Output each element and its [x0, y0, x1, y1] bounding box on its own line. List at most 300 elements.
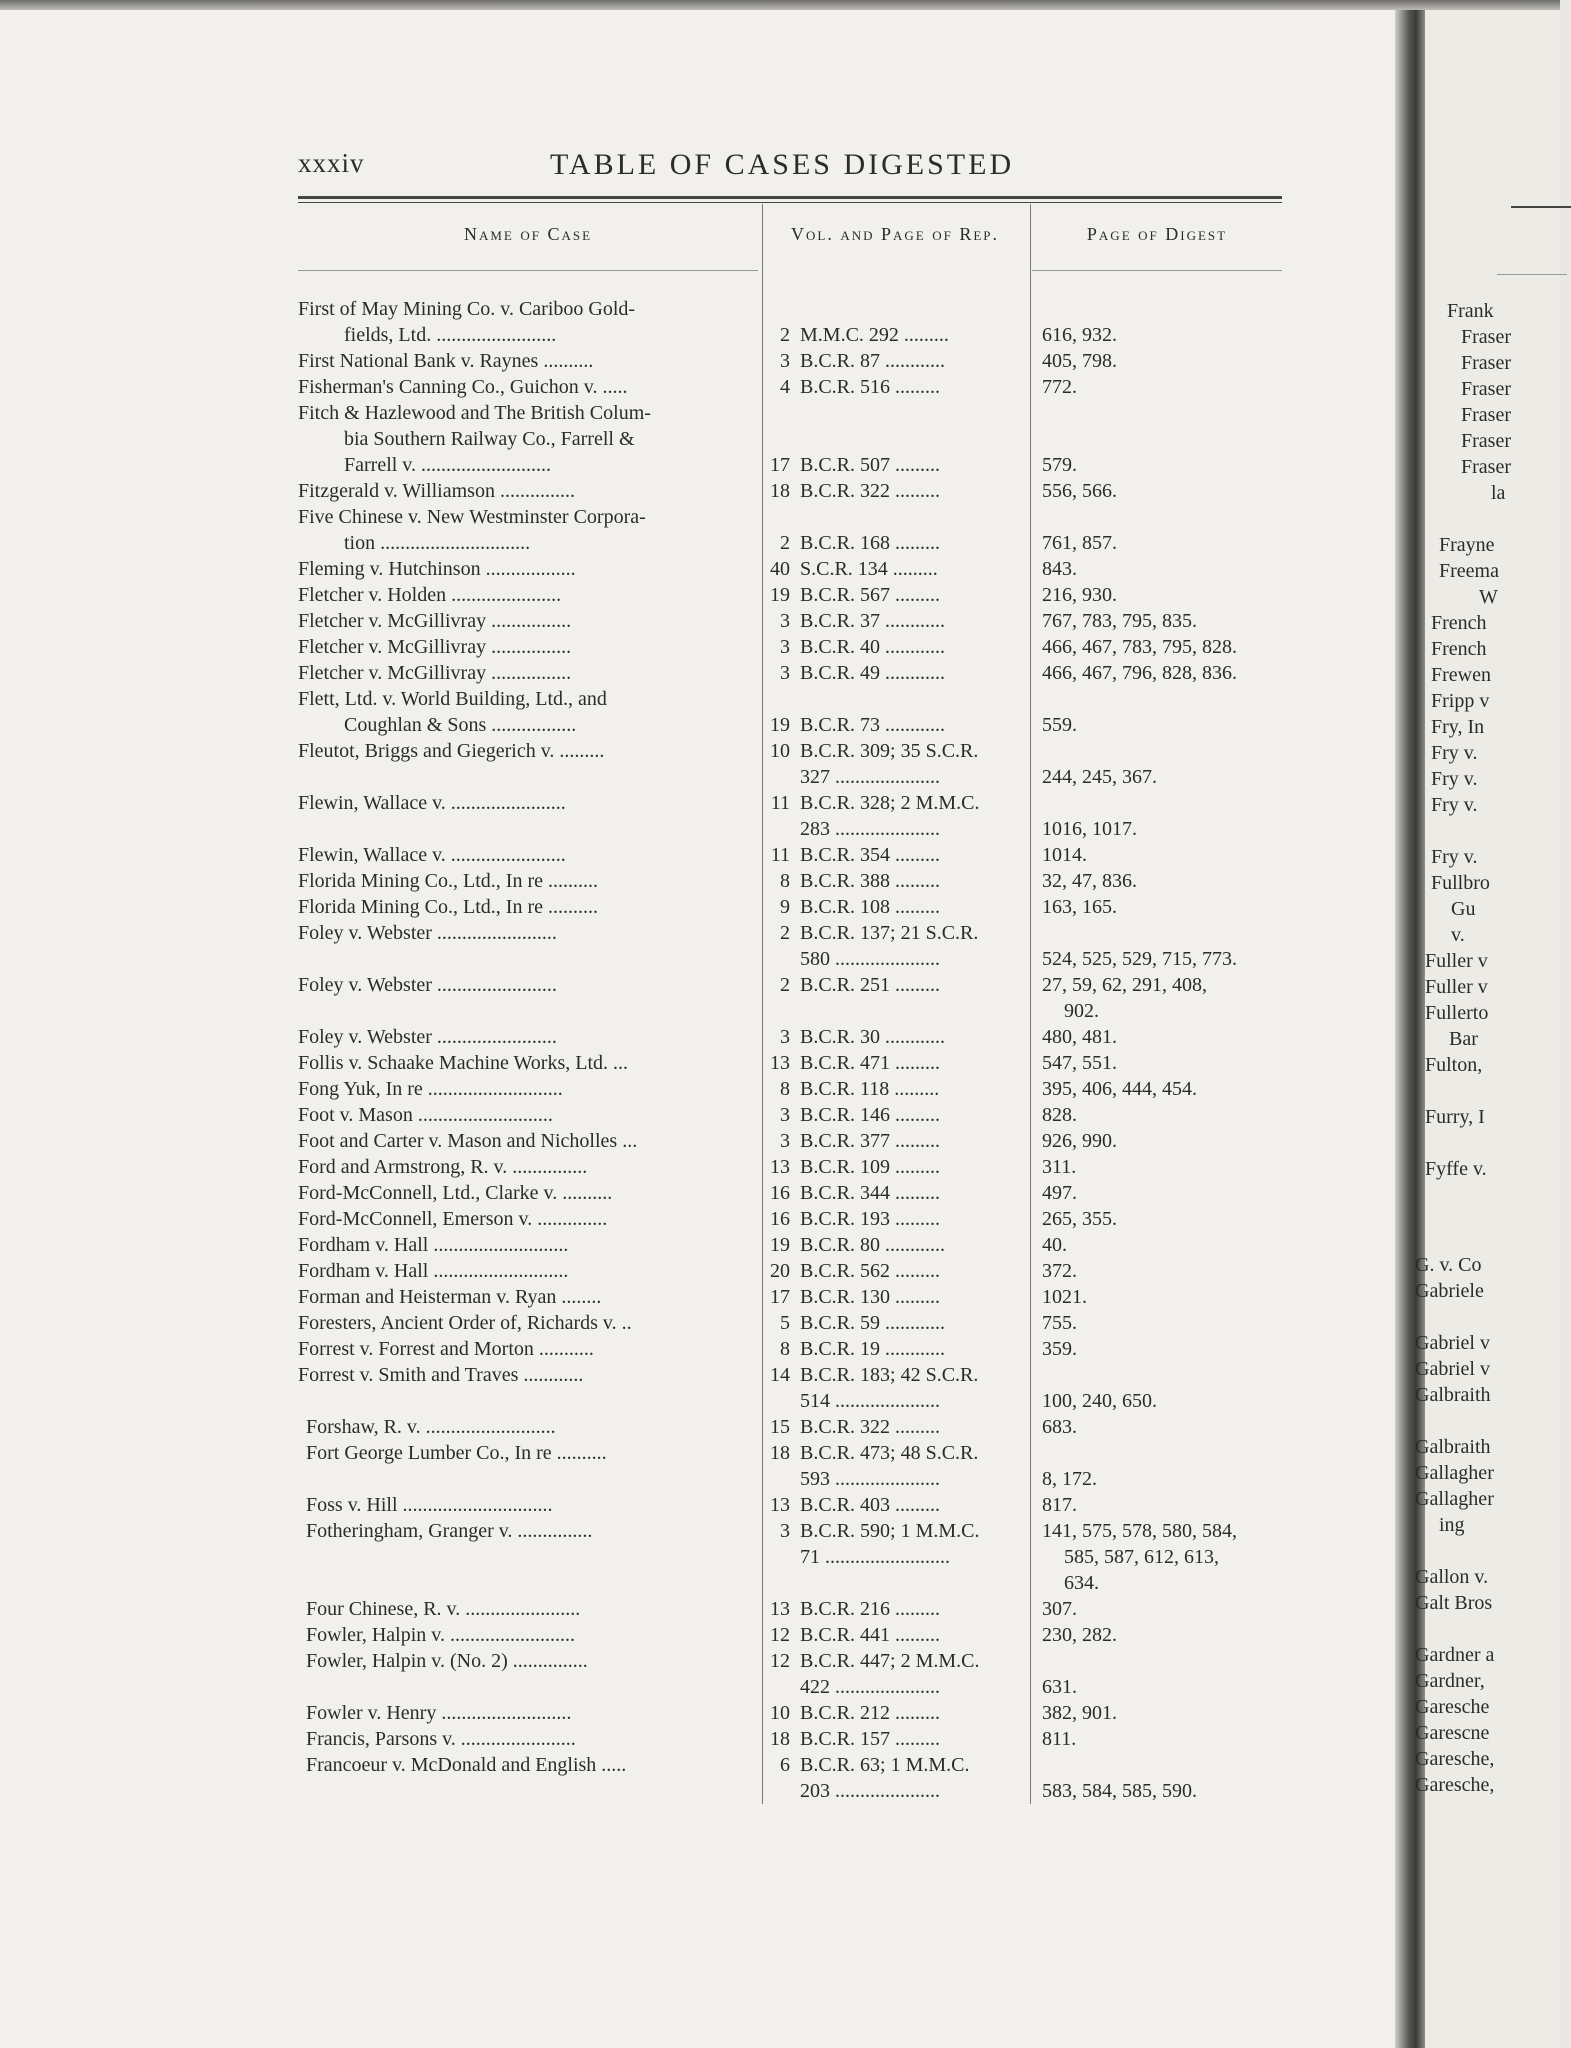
case-name: Fort George Lumber Co., In re ..........: [306, 1442, 607, 1464]
report-page: 283 .....................: [800, 818, 940, 840]
table-row: [298, 1388, 1298, 1414]
facing-page-entry: Garesche: [1415, 1696, 1490, 1718]
report-page: B.C.R. 73 ............: [800, 714, 946, 736]
digest-pages: 583, 584, 585, 590.: [1042, 1780, 1197, 1802]
report-page: B.C.R. 109 .........: [800, 1156, 941, 1178]
facing-page-entry: Fry v.: [1431, 846, 1478, 868]
volume-number: 3: [780, 350, 790, 372]
table-row: [298, 1206, 1298, 1232]
facing-page-entry: Bar: [1449, 1028, 1478, 1050]
case-name: Florida Mining Co., Ltd., In re ..........: [298, 870, 598, 892]
case-name: Flewin, Wallace v. .......................: [298, 844, 566, 866]
report-page: B.C.R. 137; 21 S.C.R.: [800, 922, 979, 944]
facing-page-header-rule: [1497, 274, 1567, 275]
header-rule-thick: [298, 196, 1282, 199]
volume-number: 8: [780, 870, 790, 892]
column-header-rule: [298, 270, 758, 271]
digest-pages: 556, 566.: [1042, 480, 1117, 502]
facing-page: [1415, 0, 1560, 2048]
case-name: Fowler, Halpin v. (No. 2) ...............: [306, 1650, 588, 1672]
facing-page-entry: Garesche,: [1415, 1748, 1495, 1770]
digest-pages: 828.: [1042, 1104, 1077, 1126]
report-page: 71 .........................: [800, 1546, 950, 1568]
digest-pages: 1014.: [1042, 844, 1087, 866]
case-name: Foot v. Mason ...........................: [298, 1104, 553, 1126]
case-name: bia Southern Railway Co., Farrell &: [344, 428, 635, 450]
table-row: [298, 764, 1298, 790]
case-name: Foley v. Webster ........................: [298, 922, 557, 944]
volume-number: 2: [780, 922, 790, 944]
digest-pages: 307.: [1042, 1598, 1077, 1620]
digest-pages: 817.: [1042, 1494, 1077, 1516]
case-name: Francis, Parsons v. .......................: [306, 1728, 576, 1750]
table-row: [298, 1752, 1298, 1778]
case-name: Flett, Ltd. v. World Building, Ltd., and: [298, 688, 607, 710]
report-page: S.C.R. 134 .........: [800, 558, 938, 580]
digest-pages: 755.: [1042, 1312, 1077, 1334]
table-row: [298, 1284, 1298, 1310]
volume-number: 11: [770, 792, 790, 814]
facing-page-entry: Furry, I: [1425, 1106, 1485, 1128]
facing-page-entry: Gardner a: [1415, 1644, 1495, 1666]
case-name: First of May Mining Co. v. Cariboo Gold-: [298, 298, 636, 320]
report-page: B.C.R. 567 .........: [800, 584, 941, 606]
report-page: B.C.R. 183; 42 S.C.R.: [800, 1364, 979, 1386]
facing-page-entry: Fraser: [1461, 378, 1511, 400]
volume-number: 18: [770, 1442, 790, 1464]
digest-pages: 372.: [1042, 1260, 1077, 1282]
table-row: [298, 478, 1298, 504]
digest-pages: 230, 282.: [1042, 1624, 1117, 1646]
volume-number: 15: [770, 1416, 790, 1438]
volume-number: 12: [770, 1650, 790, 1672]
case-name: Forrest v. Forrest and Morton ...........: [298, 1338, 594, 1360]
case-name: Foley v. Webster ........................: [298, 974, 557, 996]
volume-number: 2: [780, 324, 790, 346]
digest-pages: 141, 575, 578, 580, 584,: [1042, 1520, 1237, 1542]
volume-number: 17: [770, 454, 790, 476]
table-row: [298, 946, 1298, 972]
facing-page-entry: Fraser: [1461, 456, 1511, 478]
table-row: [298, 1180, 1298, 1206]
table-row: [298, 790, 1298, 816]
facing-page-entry: Fraser: [1461, 352, 1511, 374]
report-page: B.C.R. 441 .........: [800, 1624, 941, 1646]
digest-pages: 811.: [1042, 1728, 1077, 1750]
facing-page-entry: Gabriele: [1415, 1280, 1484, 1302]
table-row: [298, 1492, 1298, 1518]
table-row: [298, 972, 1298, 998]
case-name: Fordham v. Hall ...........................: [298, 1234, 569, 1256]
digest-pages: 382, 901.: [1042, 1702, 1117, 1724]
table-row: [298, 426, 1298, 452]
report-page: B.C.R. 37 ............: [800, 610, 946, 632]
table-row: [298, 530, 1298, 556]
report-page: B.C.R. 403 .........: [800, 1494, 941, 1516]
facing-page-entry: Gallon v.: [1415, 1566, 1489, 1588]
case-name: Fowler, Halpin v. .........................: [306, 1624, 575, 1646]
volume-number: 19: [770, 714, 790, 736]
facing-page-entry: G. v. Co: [1415, 1254, 1482, 1276]
facing-page-entry: Galbraith: [1415, 1384, 1491, 1406]
facing-page-entry: Garesche,: [1415, 1774, 1495, 1796]
case-name: Forman and Heisterman v. Ryan ........: [298, 1286, 602, 1308]
case-name: Fleming v. Hutchinson ..................: [298, 558, 576, 580]
facing-page-rule: [1511, 206, 1571, 208]
table-row: [298, 504, 1298, 530]
table-row: [298, 1310, 1298, 1336]
facing-page-entry: Freema: [1439, 560, 1499, 582]
volume-number: 20: [770, 1260, 790, 1282]
facing-page-entry: ing: [1439, 1514, 1465, 1536]
volume-number: 40: [770, 558, 790, 580]
report-page: B.C.R. 118 .........: [800, 1078, 940, 1100]
volume-number: 9: [780, 896, 790, 918]
table-row: [298, 1596, 1298, 1622]
digest-pages: 843.: [1042, 558, 1077, 580]
table-row: [298, 634, 1298, 660]
table-row: [298, 1570, 1298, 1596]
volume-number: 19: [770, 584, 790, 606]
report-page: B.C.R. 354 .........: [800, 844, 941, 866]
table-row: [298, 1258, 1298, 1284]
table-row: [298, 374, 1298, 400]
facing-page-entry: Gallagher: [1415, 1488, 1494, 1510]
case-name: Ford and Armstrong, R. v. ...............: [298, 1156, 588, 1178]
table-row: [298, 1440, 1298, 1466]
table-row: [298, 1726, 1298, 1752]
digest-pages: 466, 467, 796, 828, 836.: [1042, 662, 1237, 684]
report-page: 422 .....................: [800, 1676, 940, 1698]
facing-page-entry: Fry v.: [1431, 742, 1478, 764]
digest-pages: 1021.: [1042, 1286, 1087, 1308]
table-row: [298, 660, 1298, 686]
digest-pages: 616, 932.: [1042, 324, 1117, 346]
report-page: B.C.R. 87 ............: [800, 350, 946, 372]
table-row: [298, 1466, 1298, 1492]
volume-number: 10: [770, 1702, 790, 1724]
case-name: Fletcher v. McGillivray ................: [298, 610, 572, 632]
case-name: Coughlan & Sons .................: [344, 714, 577, 736]
table-row: [298, 1128, 1298, 1154]
case-name: Flewin, Wallace v. .......................: [298, 792, 566, 814]
volume-number: 3: [780, 662, 790, 684]
case-name: Fitch & Hazlewood and The British Colum-: [298, 402, 651, 424]
facing-page-entry: French: [1431, 638, 1487, 660]
volume-number: 14: [770, 1364, 790, 1386]
table-row: [298, 296, 1298, 322]
case-name: fields, Ltd. ........................: [344, 324, 557, 346]
report-page: B.C.R. 216 .........: [800, 1598, 941, 1620]
volume-number: 4: [780, 376, 790, 398]
report-page: B.C.R. 146 .........: [800, 1104, 941, 1126]
table-row: [298, 816, 1298, 842]
digest-pages: 27, 59, 62, 291, 408,: [1042, 974, 1207, 996]
case-name: Follis v. Schaake Machine Works, Ltd. ...: [298, 1052, 629, 1074]
case-name: Fletcher v. McGillivray ................: [298, 636, 572, 658]
case-name: Fitzgerald v. Williamson ...............: [298, 480, 575, 502]
digest-pages: 634.: [1064, 1572, 1099, 1594]
digest-pages: 497.: [1042, 1182, 1077, 1204]
volume-number: 12: [770, 1624, 790, 1646]
digest-pages: 395, 406, 444, 454.: [1042, 1078, 1197, 1100]
table-row: [298, 400, 1298, 426]
report-page: B.C.R. 377 .........: [800, 1130, 941, 1152]
report-page: 580 .....................: [800, 948, 940, 970]
report-page: B.C.R. 447; 2 M.M.C.: [800, 1650, 980, 1672]
report-page: 203 .....................: [800, 1780, 940, 1802]
report-page: B.C.R. 212 .........: [800, 1702, 941, 1724]
digest-pages: 631.: [1042, 1676, 1077, 1698]
facing-page-entry: Galbraith: [1415, 1436, 1491, 1458]
volume-number: 8: [780, 1078, 790, 1100]
case-name: Foss v. Hill ..............................: [306, 1494, 553, 1516]
report-page: B.C.R. 309; 35 S.C.R.: [800, 740, 979, 762]
page-number: xxxiv: [298, 148, 365, 178]
case-name: Fleutot, Briggs and Giegerich v. .........: [298, 740, 605, 762]
report-page: M.M.C. 292 .........: [800, 324, 949, 346]
facing-page-entry: la: [1491, 482, 1506, 504]
report-page: B.C.R. 322 .........: [800, 480, 941, 502]
digest-pages: 579.: [1042, 454, 1077, 476]
page-header: [298, 148, 1282, 188]
report-page: B.C.R. 19 ............: [800, 1338, 946, 1360]
facing-page-entry: Fraser: [1461, 326, 1511, 348]
volume-number: 3: [780, 1104, 790, 1126]
volume-number: 19: [770, 1234, 790, 1256]
case-name: tion ..............................: [344, 532, 531, 554]
table-row: [298, 894, 1298, 920]
digest-pages: 100, 240, 650.: [1042, 1390, 1157, 1412]
facing-page-entry: Fuller v: [1425, 950, 1488, 972]
volume-number: 13: [770, 1494, 790, 1516]
report-page: B.C.R. 473; 48 S.C.R.: [800, 1442, 979, 1464]
digest-pages: 480, 481.: [1042, 1026, 1117, 1048]
digest-pages: 683.: [1042, 1416, 1077, 1438]
report-page: B.C.R. 388 .........: [800, 870, 941, 892]
table-row: [298, 1674, 1298, 1700]
digest-pages: 466, 467, 783, 795, 828.: [1042, 636, 1237, 658]
facing-page-entry: Fraser: [1461, 430, 1511, 452]
table-row: [298, 1024, 1298, 1050]
volume-number: 17: [770, 1286, 790, 1308]
table-row: [298, 842, 1298, 868]
report-page: B.C.R. 59 ............: [800, 1312, 946, 1334]
volume-number: 18: [770, 1728, 790, 1750]
case-name: Farrell v. ..........................: [344, 454, 552, 476]
digest-pages: 244, 245, 367.: [1042, 766, 1157, 788]
facing-page-entry: Garescne: [1415, 1722, 1490, 1744]
report-page: B.C.R. 193 .........: [800, 1208, 941, 1230]
case-name: Foley v. Webster ........................: [298, 1026, 557, 1048]
report-page: B.C.R. 108 .........: [800, 896, 941, 918]
facing-page-entry: Fry v.: [1431, 768, 1478, 790]
case-name: Ford-McConnell, Ltd., Clarke v. ..........: [298, 1182, 613, 1204]
report-page: B.C.R. 49 ............: [800, 662, 946, 684]
digest-pages: 902.: [1064, 1000, 1099, 1022]
table-row: [298, 608, 1298, 634]
volume-number: 10: [770, 740, 790, 762]
case-name: Foot and Carter v. Mason and Nicholles ...: [298, 1130, 638, 1152]
digest-pages: 585, 587, 612, 613,: [1064, 1546, 1219, 1568]
case-name: Forshaw, R. v. ..........................: [306, 1416, 556, 1438]
facing-page-entry: Fraser: [1461, 404, 1511, 426]
volume-number: 3: [780, 636, 790, 658]
digest-pages: 405, 798.: [1042, 350, 1117, 372]
volume-number: 2: [780, 532, 790, 554]
table-row: [298, 1414, 1298, 1440]
digest-pages: 547, 551.: [1042, 1052, 1117, 1074]
volume-number: 6: [780, 1754, 790, 1776]
header-rule-thin: [298, 202, 1282, 203]
table-row: [298, 686, 1298, 712]
facing-page-entry: Gardner,: [1415, 1670, 1485, 1692]
volume-number: 13: [770, 1052, 790, 1074]
case-name: Fisherman's Canning Co., Guichon v. .....: [298, 376, 628, 398]
volume-number: 3: [780, 1026, 790, 1048]
facing-page-entry: Gu: [1451, 898, 1476, 920]
facing-page-entry: Gabriel v: [1415, 1358, 1490, 1380]
volume-number: 11: [770, 844, 790, 866]
digest-pages: 524, 525, 529, 715, 773.: [1042, 948, 1237, 970]
column-header-volume: Vol. and Page of Rep.: [790, 224, 999, 244]
volume-number: 8: [780, 1338, 790, 1360]
report-page: B.C.R. 251 .........: [800, 974, 941, 996]
report-page: B.C.R. 562 .........: [800, 1260, 941, 1282]
table-row: [298, 556, 1298, 582]
case-name: Fotheringham, Granger v. ...............: [306, 1520, 593, 1542]
table-row: [298, 452, 1298, 478]
facing-page-entry: Fullbro: [1431, 872, 1490, 894]
report-page: B.C.R. 471 .........: [800, 1052, 941, 1074]
report-page: B.C.R. 344 .........: [800, 1182, 941, 1204]
facing-page-entry: Fulton,: [1425, 1054, 1483, 1076]
table-row: [298, 1232, 1298, 1258]
case-name: Five Chinese v. New Westminster Corpora-: [298, 506, 646, 528]
table-row: [298, 1336, 1298, 1362]
table-row: [298, 920, 1298, 946]
facing-page-entry: French: [1431, 612, 1487, 634]
case-name: Four Chinese, R. v. .......................: [306, 1598, 581, 1620]
report-page: B.C.R. 40 ............: [800, 636, 946, 658]
report-page: B.C.R. 80 ............: [800, 1234, 946, 1256]
column-header-digest: Page of Digest: [1086, 224, 1228, 244]
table-row: [298, 1076, 1298, 1102]
case-name: Francoeur v. McDonald and English .....: [306, 1754, 627, 1776]
digest-pages: 32, 47, 836.: [1042, 870, 1137, 892]
report-page: B.C.R. 168 .........: [800, 532, 941, 554]
facing-page-entry: Fry v.: [1431, 794, 1478, 816]
volume-number: 16: [770, 1208, 790, 1230]
digest-header-rule: [1032, 270, 1282, 271]
digest-pages: 772.: [1042, 376, 1077, 398]
table-row: [298, 1544, 1298, 1570]
case-name: Fletcher v. McGillivray ................: [298, 662, 572, 684]
report-page: B.C.R. 63; 1 M.M.C.: [800, 1754, 970, 1776]
report-page: B.C.R. 157 .........: [800, 1728, 941, 1750]
table-row: [298, 1102, 1298, 1128]
facing-page-entry: v.: [1451, 924, 1465, 946]
case-name: Florida Mining Co., Ltd., In re ..........: [298, 896, 598, 918]
volume-number: 5: [780, 1312, 790, 1334]
table-row: [298, 738, 1298, 764]
case-name: Ford-McConnell, Emerson v. ..............: [298, 1208, 608, 1230]
case-name: First National Bank v. Raynes ..........: [298, 350, 594, 372]
case-name: Fong Yuk, In re ...........................: [298, 1078, 563, 1100]
table-row: [298, 1050, 1298, 1076]
table-row: [298, 1154, 1298, 1180]
table-row: [298, 582, 1298, 608]
top-edge: [0, 0, 1560, 10]
volume-number: 3: [780, 1130, 790, 1152]
digest-pages: 559.: [1042, 714, 1077, 736]
digest-pages: 1016, 1017.: [1042, 818, 1137, 840]
case-name: Foresters, Ancient Order of, Richards v. ..: [298, 1312, 632, 1334]
volume-number: 16: [770, 1182, 790, 1204]
digest-pages: 311.: [1042, 1156, 1077, 1178]
table-row: [298, 998, 1298, 1024]
report-page: 327 .....................: [800, 766, 940, 788]
facing-page-entry: Galt Bros: [1415, 1592, 1493, 1614]
case-name: Fordham v. Hall ...........................: [298, 1260, 569, 1282]
table-row: [298, 348, 1298, 374]
volume-number: 13: [770, 1156, 790, 1178]
report-page: B.C.R. 507 .........: [800, 454, 941, 476]
volume-number: 2: [780, 974, 790, 996]
table-row: [298, 1778, 1298, 1804]
facing-page-entry: Gabriel v: [1415, 1332, 1490, 1354]
digest-pages: 40.: [1042, 1234, 1067, 1256]
report-page: 593 .....................: [800, 1468, 940, 1490]
case-name: Fletcher v. Holden ......................: [298, 584, 562, 606]
table-row: [298, 868, 1298, 894]
volume-number: 18: [770, 480, 790, 502]
report-page: B.C.R. 322 .........: [800, 1416, 941, 1438]
digest-pages: 163, 165.: [1042, 896, 1117, 918]
facing-page-entry: Fuller v: [1425, 976, 1488, 998]
table-row: [298, 322, 1298, 348]
table-row: [298, 1700, 1298, 1726]
facing-page-entry: W: [1479, 586, 1498, 608]
facing-page-entry: Gallagher: [1415, 1462, 1494, 1484]
digest-pages: 359.: [1042, 1338, 1077, 1360]
table-row: [298, 1622, 1298, 1648]
report-page: B.C.R. 328; 2 M.M.C.: [800, 792, 980, 814]
report-page: 514 .....................: [800, 1390, 940, 1412]
digest-pages: 761, 857.: [1042, 532, 1117, 554]
facing-page-entry: Fripp v: [1431, 690, 1490, 712]
case-name: Forrest v. Smith and Traves ............: [298, 1364, 584, 1386]
digest-pages: 8, 172.: [1042, 1468, 1097, 1490]
case-name: Fowler v. Henry ..........................: [306, 1702, 572, 1724]
volume-number: 13: [770, 1598, 790, 1620]
table-row: [298, 1518, 1298, 1544]
digest-pages: 216, 930.: [1042, 584, 1117, 606]
digest-pages: 767, 783, 795, 835.: [1042, 610, 1197, 632]
report-page: B.C.R. 130 .........: [800, 1286, 941, 1308]
facing-page-entry: Frewen: [1431, 664, 1491, 686]
facing-page-entry: Frayne: [1439, 534, 1495, 556]
report-page: B.C.R. 590; 1 M.M.C.: [800, 1520, 980, 1542]
report-page: B.C.R. 30 ............: [800, 1026, 946, 1048]
facing-page-entry: Fry, In: [1431, 716, 1485, 738]
table-row: [298, 712, 1298, 738]
facing-page-entry: Frank: [1447, 300, 1494, 322]
facing-page-entry: Fullerto: [1425, 1002, 1489, 1024]
facing-page-entry: Fyffe v.: [1425, 1158, 1487, 1180]
digest-pages: 926, 990.: [1042, 1130, 1117, 1152]
volume-number: 3: [780, 1520, 790, 1542]
